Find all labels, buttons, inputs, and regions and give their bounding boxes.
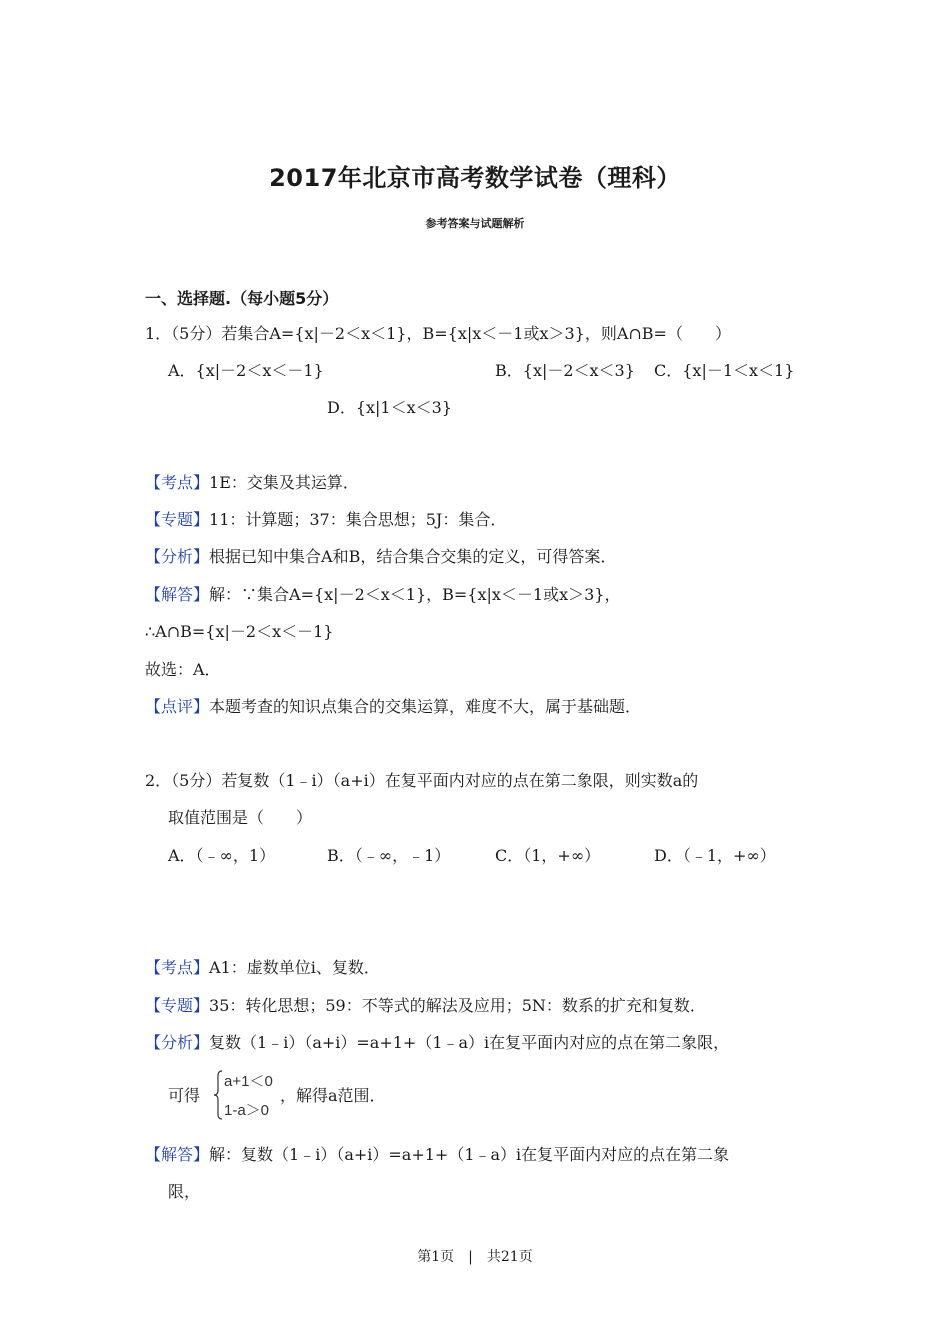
q2-stem: 2．（5分）若复数（1﹣i）（a+i）在复平面内对应的点在第二象限，则实数a的 — [145, 771, 699, 790]
q2-fenxi-suffix: ，解得a范围． — [280, 1086, 386, 1105]
system-line-2: 1-a＞0 — [224, 1102, 270, 1119]
q2-fenxi-text: 复数（1﹣i）（a+i）=a+1+（1﹣a）i在复平面内对应的点在第二象限， — [209, 1033, 730, 1052]
q1-option-d: D．{x|1＜x＜3} — [327, 398, 452, 417]
q2-fenxi — [145, 1033, 729, 1053]
q1-jieda — [145, 585, 620, 605]
q2-option-b: B．（﹣∞，﹣1） — [327, 846, 451, 865]
system-line-1: a+1＜0 — [224, 1073, 273, 1090]
q2-jieda-line2: 限， — [168, 1182, 201, 1201]
q2-zhuanti — [145, 996, 706, 1016]
q2-option-d: D．（﹣1，+∞） — [654, 846, 776, 865]
q2-jieda-tag: 【解答】 — [145, 1145, 210, 1164]
q1-kaodian — [145, 473, 359, 493]
q2-stem-line2: 取值范围是（ ） — [168, 808, 313, 827]
q1-dianping-tag: 【点评】 — [145, 697, 210, 716]
q2-zhuanti-text: 35：转化思想；59：不等式的解法及应用；5N：数系的扩充和复数． — [209, 996, 706, 1015]
q1-stem: 1．（5分）若集合A={x|－2＜x＜1}，B={x|x＜－1或x＞3}，则A∩B=（ ） — [145, 324, 731, 343]
q1-kaodian-text: 1E：交集及其运算． — [209, 473, 359, 492]
q2-fenxi-tag: 【分析】 — [145, 1033, 210, 1052]
q1-zhuanti-tag: 【专题】 — [145, 510, 210, 529]
q2-kaodian — [145, 958, 380, 978]
q1-dianping-text: 本题考查的知识点集合的交集运算，难度不大，属于基础题． — [209, 697, 642, 716]
q1-dianping — [145, 697, 641, 717]
section-heading: 一、选择题.（每小题5分） — [145, 289, 339, 308]
q2-fenxi-prefix: 可得 — [168, 1086, 201, 1105]
q1-option-a: A．{x|－2＜x＜－1} — [168, 361, 324, 380]
q2-jieda-text: 解：复数（1﹣i）（a+i）=a+1+（1﹣a）i在复平面内对应的点在第二象 — [209, 1145, 730, 1164]
q1-jieda-tag: 【解答】 — [145, 585, 210, 604]
q1-jieda-line2: ∴A∩B={x|－2＜x＜－1} — [145, 622, 334, 641]
system-brace — [213, 1070, 223, 1120]
q2-kaodian-text: A1：虚数单位i、复数． — [209, 958, 380, 977]
page-subtitle: 参考答案与试题解析 — [425, 217, 525, 230]
q1-zhuanti — [145, 510, 506, 530]
q1-fenxi — [145, 547, 616, 567]
q1-zhuanti-text: 11：计算题；37：集合思想；5J：集合． — [209, 510, 507, 529]
page-footer: 第1页 | 共21页 — [417, 1249, 533, 1265]
q1-jieda-text: 解：∵集合A={x|－2＜x＜1}，B={x|x＜－1或x＞3}， — [209, 585, 621, 604]
q2-kaodian-tag: 【考点】 — [145, 958, 210, 977]
q1-fenxi-text: 根据已知中集合A和B，结合集合交集的定义，可得答案． — [209, 547, 617, 566]
q1-option-c: C．{x|－1＜x＜1} — [654, 361, 795, 380]
q1-answer: 故选：A． — [145, 660, 221, 679]
q2-zhuanti-tag: 【专题】 — [145, 996, 210, 1015]
q2-option-c: C．（1，+∞） — [495, 846, 601, 865]
q2-option-a: A．（﹣∞，1） — [168, 846, 276, 865]
q1-kaodian-tag: 【考点】 — [145, 473, 210, 492]
page-title: 2017年北京市高考数学试卷（理科） — [269, 164, 681, 192]
q2-jieda — [145, 1145, 729, 1165]
q1-fenxi-tag: 【分析】 — [145, 547, 210, 566]
q1-option-b: B．{x|－2＜x＜3} — [495, 361, 635, 380]
